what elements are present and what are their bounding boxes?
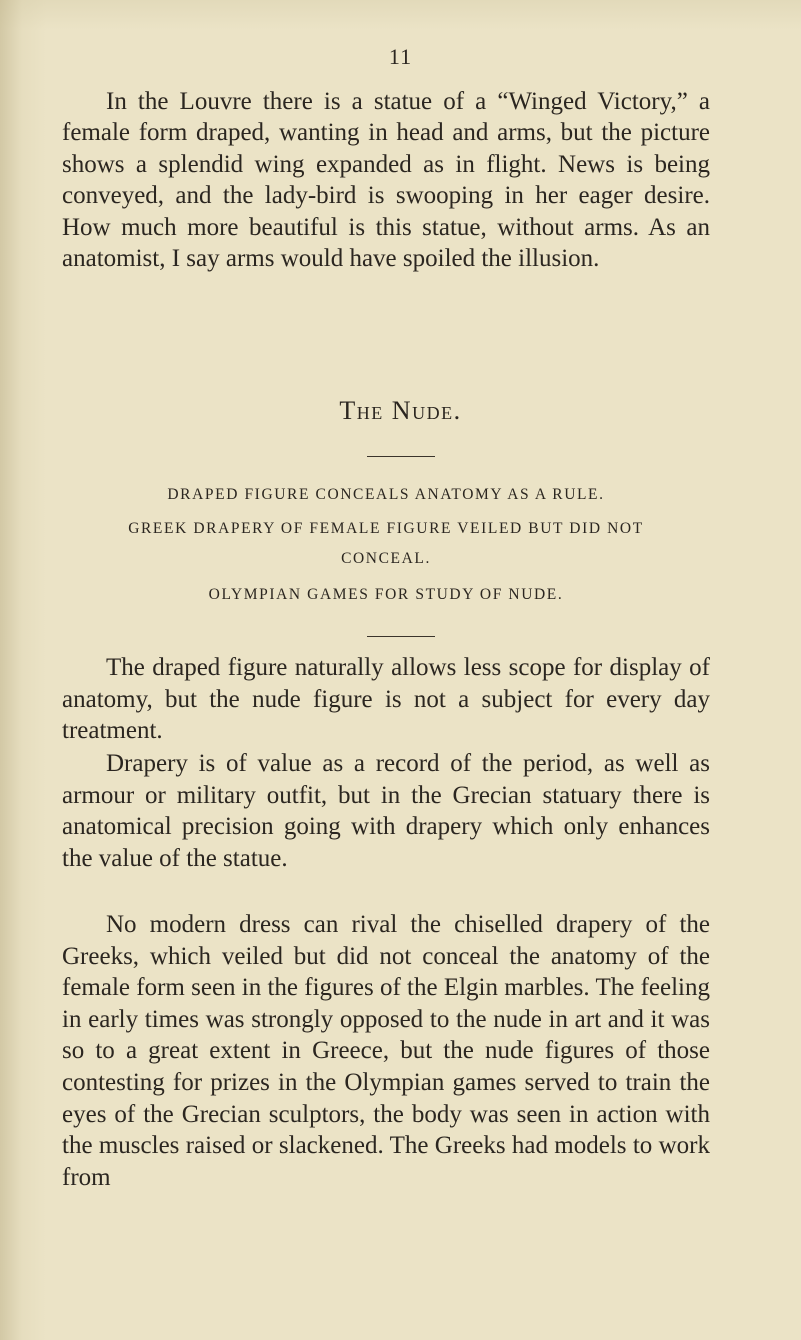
summary-line: OLYMPIAN GAMES FOR STUDY OF NUDE. <box>208 586 564 603</box>
section-heading: The Nude. <box>339 396 462 425</box>
body-paragraph: Drapery is of value as a record of the period, as well as armour or military outfit, but in the Grecian statuary there is anatomical precision going with drapery which only enhances the value of the statue. <box>62 750 710 872</box>
summary-line: DRAPED FIGURE CONCEALS ANATOMY AS A RULE. <box>167 486 605 503</box>
heading-divider <box>367 456 435 457</box>
page-number: 11 <box>388 44 413 69</box>
body-paragraph: The draped figure naturally allows less scope for display of anatomy, but the nude figure is not a subject for every day treatment. <box>62 654 710 745</box>
summary-divider <box>367 636 435 637</box>
summary-line: GREEK DRAPERY OF FEMALE FIGURE VEILED BUT DID NOT CONCEAL. <box>128 520 644 567</box>
intro-paragraph: In the Louvre there is a statue of a “Winged Victory,” a female form draped, wanting in head and arms, but the picture shows a splendid wing expanded as in flight. News is being conveyed, and the lady-bird is swooping in her eager desire. How much more beautiful is this statue, without arms. As an anatomist, I say arms would have spoiled the illusion. <box>62 88 710 273</box>
body-paragraph: No modern dress can rival the chiselled drapery of the Greeks, which veiled but did not conceal the anatomy of the female form seen in the figures of the Elgin marbles. The feeling in early times was strongly opposed to the nude in art and it was so to a great extent in Greece, but the nude figures of those contesting for prizes in the Olympian games served to train the eyes of the Grecian sculptors, the body was seen in action with the muscles raised or slackened. The Greeks had models to work from <box>62 911 710 1191</box>
